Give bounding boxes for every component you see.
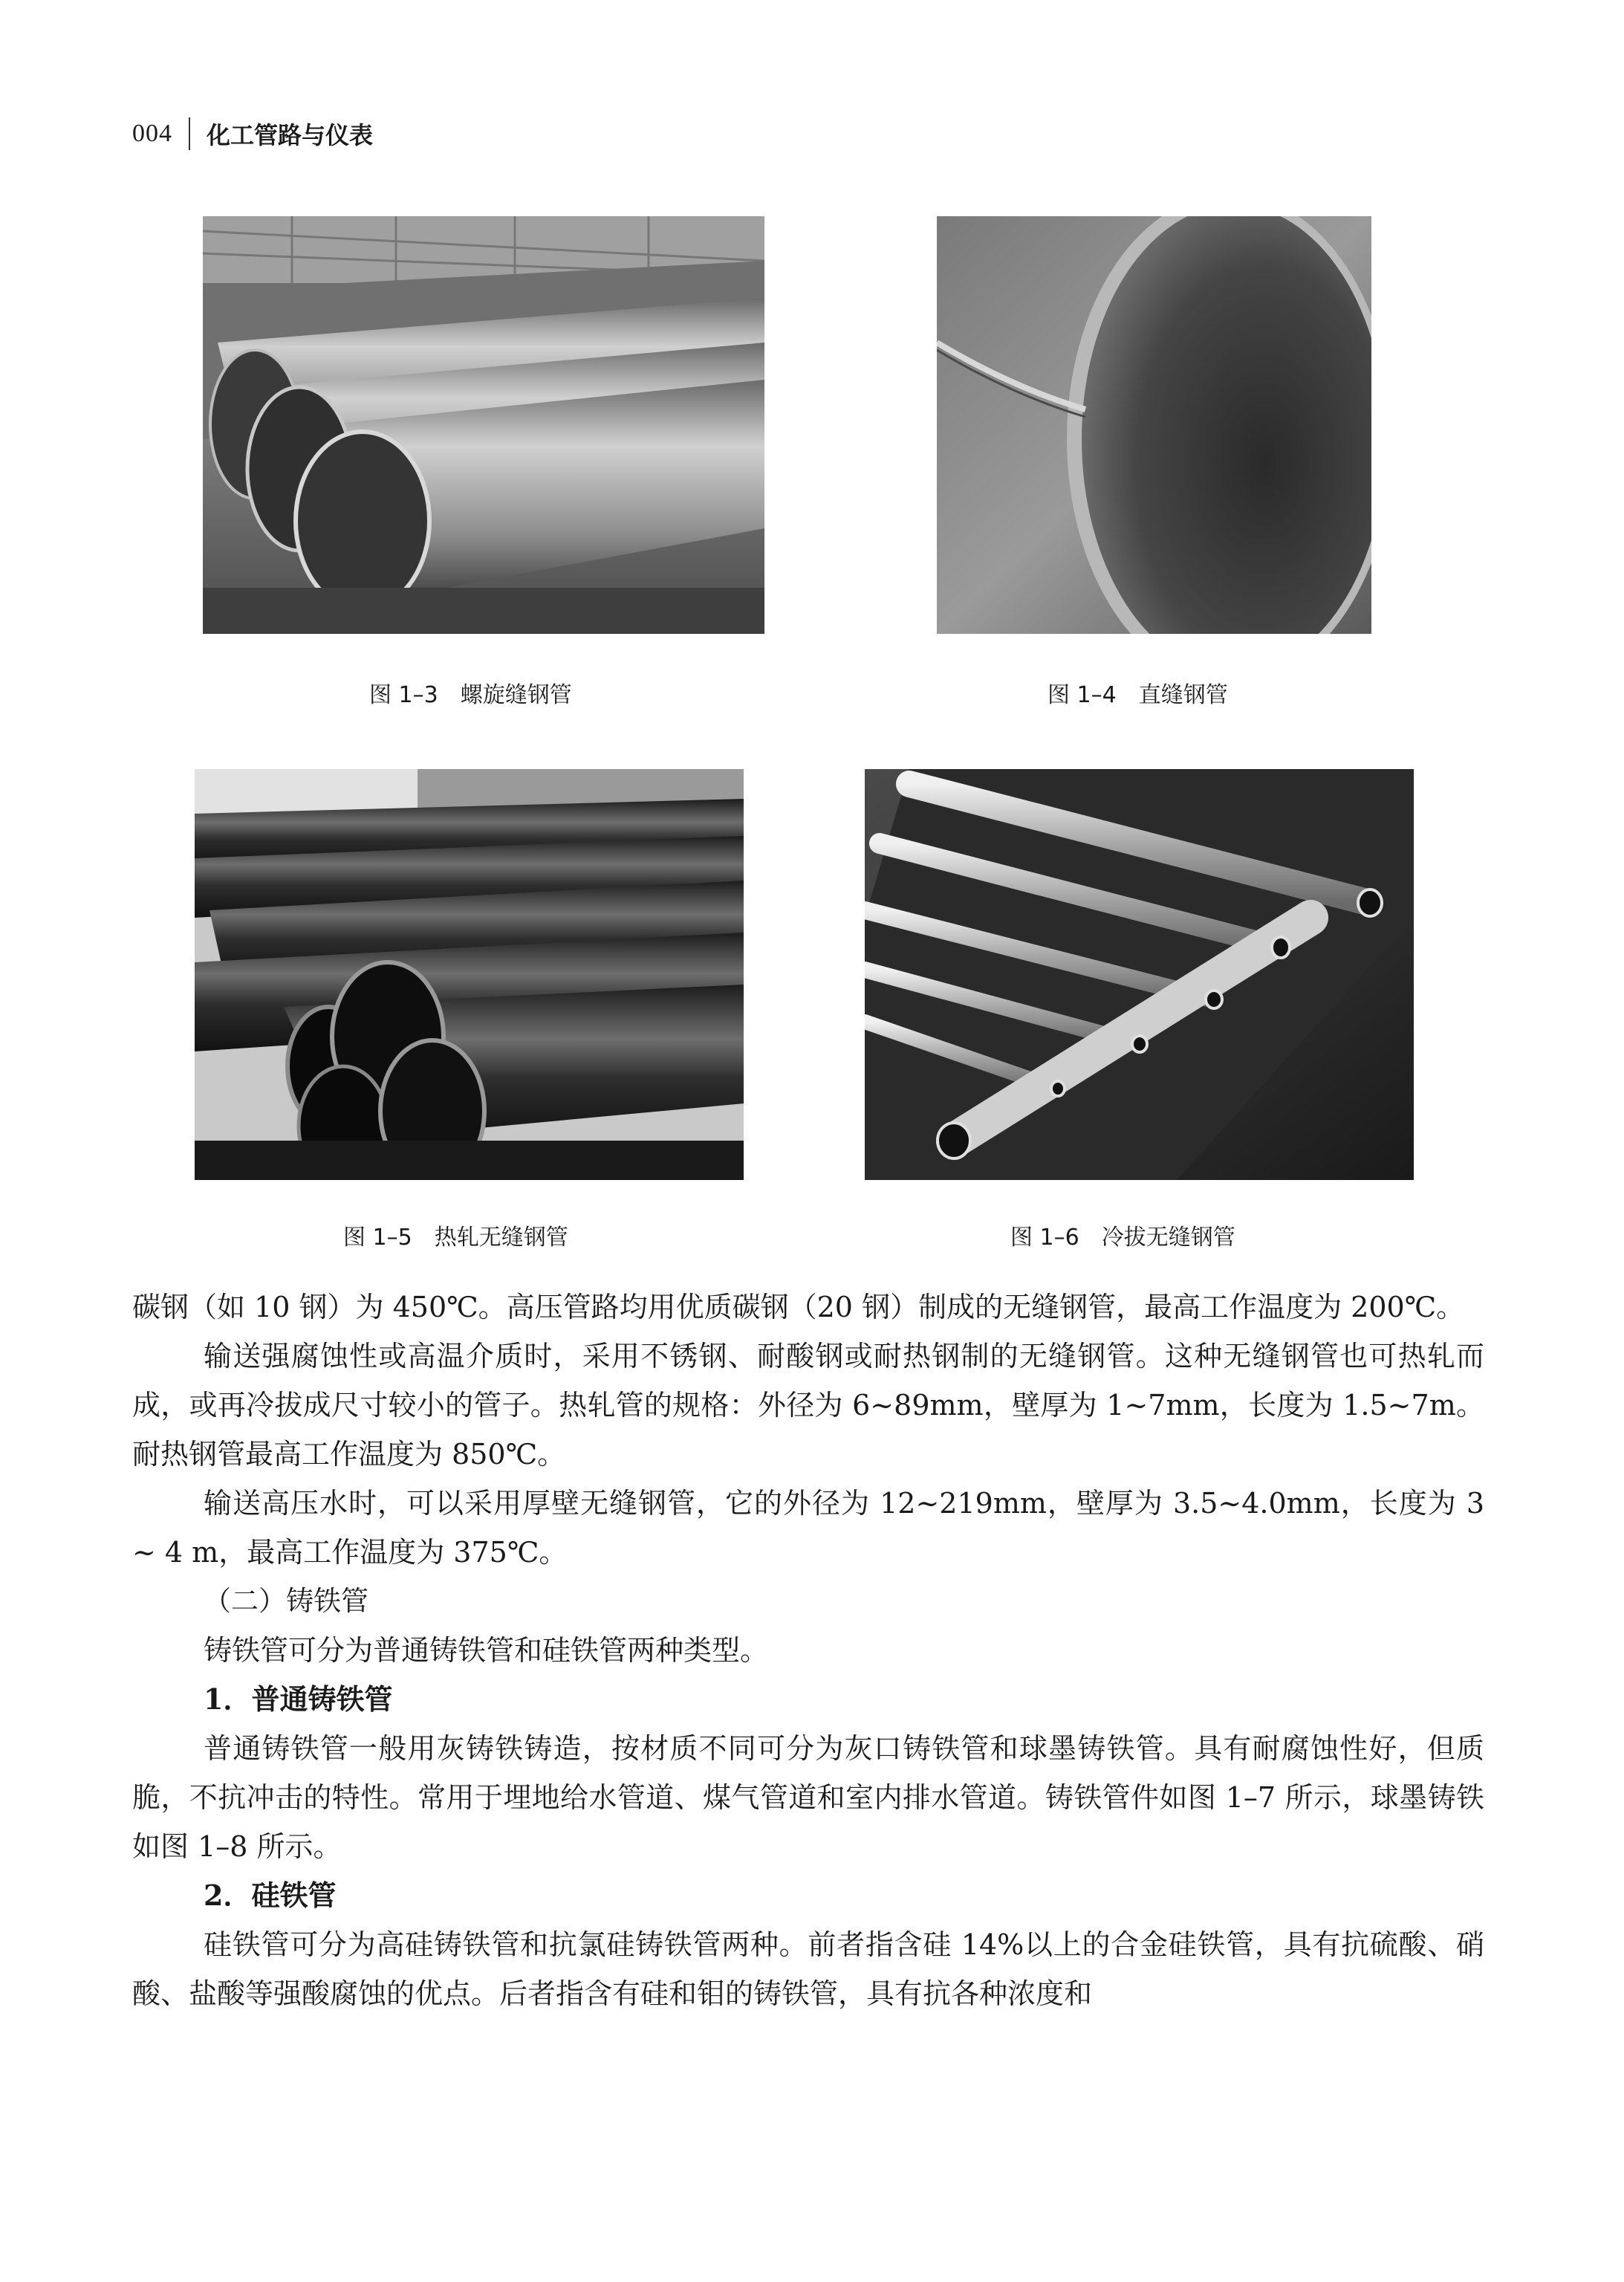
paragraph: 普通铸铁管一般用灰铸铁铸造，按材质不同可分为灰口铸铁管和球墨铸铁管。具有耐腐蚀性好，但质脆，不抗冲击的特性。常用于埋地给水管道、煤气管道和室内排水管道。铸铁管件如图 1–7 所示，球墨铸铁如图 1–8 所示。 bbox=[132, 1732, 1484, 1863]
figure-number: 图 1–5 bbox=[343, 1225, 412, 1251]
figure-1-3-image bbox=[203, 216, 764, 634]
header-divider bbox=[189, 117, 190, 150]
figure-1-5-caption bbox=[343, 1219, 568, 1251]
figure-1-6-caption bbox=[1010, 1219, 1235, 1251]
running-header bbox=[132, 111, 373, 156]
figure-number: 图 1–6 bbox=[1010, 1225, 1079, 1251]
figure-1-4-caption bbox=[1048, 676, 1228, 709]
paragraph: 输送高压水时，可以采用厚壁无缝钢管，它的外径为 12~219mm，壁厚为 3.5~4.0mm，长度为 3 ~ 4 m，最高工作温度为 375℃。 bbox=[132, 1487, 1484, 1569]
section-heading: （二）铸铁管 bbox=[204, 1585, 368, 1617]
book-title: 化工管路与仪表 bbox=[207, 121, 374, 149]
paragraph: 碳钢（如 10 钢）为 450℃。高压管路均用优质碳钢（20 钢）制成的无缝钢管，最高工作温度为 200℃。 bbox=[132, 1291, 1465, 1323]
page-number: 004 bbox=[132, 120, 172, 147]
figure-1-6-image bbox=[865, 769, 1414, 1180]
body-text bbox=[132, 1283, 1484, 2018]
figure-title: 冷拔无缝钢管 bbox=[1101, 1225, 1235, 1251]
figure-1-3-caption bbox=[369, 676, 572, 709]
figure-number: 图 1–4 bbox=[1048, 682, 1117, 708]
figure-number: 图 1–3 bbox=[369, 682, 438, 708]
figure-title: 直缝钢管 bbox=[1138, 682, 1228, 708]
paragraph: 输送强腐蚀性或高温介质时，采用不锈钢、耐酸钢或耐热钢制的无缝钢管。这种无缝钢管也可热轧而成，或再冷拔成尺寸较小的管子。热轧管的规格：外径为 6~89mm，壁厚为 1~7mm，长度为 1.5~7m。耐热钢管最高工作温度为 850℃。 bbox=[132, 1340, 1484, 1471]
paragraph: 铸铁管可分为普通铸铁管和硅铁管两种类型。 bbox=[204, 1634, 769, 1667]
figure-1-5-image bbox=[195, 769, 744, 1180]
subsection-heading: 1．普通铸铁管 bbox=[204, 1682, 393, 1716]
figure-1-4-image bbox=[937, 216, 1371, 634]
figure-title: 热轧无缝钢管 bbox=[434, 1225, 568, 1251]
paragraph: 硅铁管可分为高硅铸铁管和抗氯硅铸铁管两种。前者指含硅 14%以上的合金硅铁管，具有抗硫酸、硝酸、盐酸等强酸腐蚀的优点。后者指含有硅和钼的铸铁管，具有抗各种浓度和 bbox=[132, 1928, 1484, 2010]
subsection-heading: 2．硅铁管 bbox=[204, 1879, 337, 1912]
figure-title: 螺旋缝钢管 bbox=[460, 682, 572, 708]
